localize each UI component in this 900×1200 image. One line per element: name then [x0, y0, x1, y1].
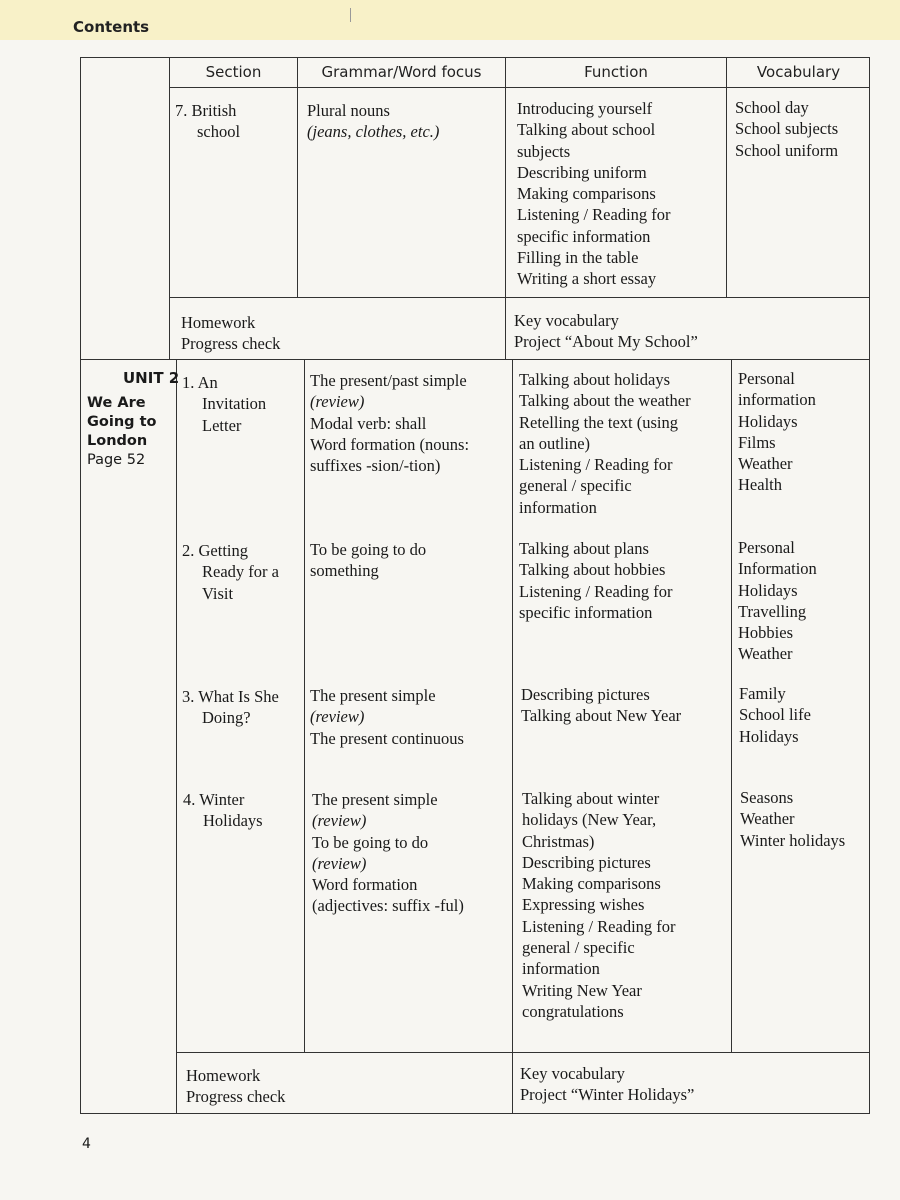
footer-line: Homework [181, 313, 256, 332]
grammar-line: The present simple [312, 790, 438, 809]
function-line: Talking about hobbies [519, 560, 666, 580]
unit1-col-line-3 [726, 87, 727, 297]
lesson-3-function [521, 684, 681, 727]
vocabulary-line: Travelling [738, 601, 807, 621]
function-line: Writing a short essay [517, 269, 657, 289]
function-line: specific information [519, 602, 653, 622]
vocabulary-line: Personal [738, 538, 795, 557]
function-line: Describing uniform [517, 162, 647, 182]
footer-line: Progress check [186, 1087, 286, 1107]
lesson-4-section [183, 789, 263, 832]
function-line: Making comparisons [517, 184, 656, 204]
footer-line: Key vocabulary [514, 311, 619, 330]
grammar-line: (review) [312, 853, 367, 873]
unit2-label-block [87, 368, 179, 470]
grammar-line: (jeans, clothes, etc.) [307, 122, 440, 142]
footer-line: Homework [186, 1066, 261, 1085]
page-number: 4 [82, 1136, 91, 1152]
unit-page-ref: Page 52 [87, 452, 146, 469]
grammar-line: Modal verb: shall [310, 413, 427, 433]
vocabulary-line: School subjects [735, 119, 839, 139]
lesson-3-section [182, 686, 279, 729]
function-line: Christmas) [522, 831, 595, 851]
grammar-line: (review) [312, 811, 367, 831]
section-line: Doing? [202, 708, 251, 728]
unit1-lesson-vocabulary [735, 97, 838, 161]
grammar-line: To be going to do [310, 540, 427, 559]
function-line: Describing pictures [521, 685, 650, 704]
grammar-line: (adjectives: suffix -ful) [312, 896, 464, 916]
section-line: 1. An [182, 373, 218, 392]
function-line: Introducing yourself [517, 99, 653, 118]
vocabulary-line: Holidays [738, 411, 798, 431]
unit-divider [80, 359, 870, 360]
grammar-line: To be going to do [312, 832, 429, 852]
lesson-4-function [522, 788, 676, 1022]
unit-title-line: Going to [87, 414, 157, 431]
vocabulary-line: Health [738, 475, 782, 495]
function-line: specific information [517, 226, 651, 246]
page-header-bar [0, 0, 900, 40]
grammar-line: something [310, 561, 379, 581]
function-line: Filling in the table [517, 248, 639, 268]
function-line: Talking about holidays [519, 370, 670, 389]
unit2-left-line [176, 359, 177, 1114]
function-line: Talking about the weather [519, 391, 691, 411]
lesson-3-grammar [310, 685, 464, 749]
header-divider [350, 8, 351, 22]
unit2-col-line-1 [304, 359, 305, 1052]
unit-number: UNIT 2 [123, 369, 180, 387]
grammar-line: The present continuous [310, 728, 464, 748]
unit-title-line: We Are [87, 395, 146, 412]
function-line: Listening / Reading for [519, 581, 673, 601]
vocabulary-line: Weather [740, 809, 795, 829]
footer-line: Key vocabulary [520, 1064, 625, 1083]
grammar-line: Word formation [312, 875, 418, 895]
function-line: Listening / Reading for [519, 455, 673, 475]
function-line: Talking about winter [522, 789, 660, 808]
lesson-1-function [519, 369, 691, 518]
section-line: Visit [202, 583, 234, 603]
function-line: general / specific [522, 938, 635, 958]
vocabulary-line: School life [739, 705, 811, 725]
vocabulary-line: School day [735, 98, 809, 117]
function-line: Talking about New Year [521, 706, 682, 726]
section-line: Holidays [203, 811, 263, 831]
lesson-4-grammar [312, 789, 464, 917]
lesson-2-grammar [310, 539, 426, 582]
vocabulary-line: Information [738, 559, 817, 579]
header-divider-line [169, 87, 870, 88]
function-line: holidays (New Year, [522, 810, 657, 830]
grammar-line: suffixes -sion/-tion) [310, 456, 441, 476]
unit1-col-line-2 [505, 87, 506, 359]
col-header-function: Function [505, 57, 726, 87]
vocabulary-line: Holidays [738, 580, 798, 600]
section-line: 2. Getting [182, 541, 248, 560]
unit2-footer-divider [176, 1052, 870, 1053]
lesson-2-function [519, 538, 673, 623]
unit2-col-line-2 [512, 359, 513, 1114]
function-line: congratulations [522, 1001, 624, 1021]
function-line: information [522, 959, 600, 979]
lesson-1-grammar [310, 370, 469, 476]
function-line: information [519, 497, 597, 517]
unit2-footer-right [520, 1063, 694, 1106]
unit-title-line: London [87, 433, 148, 450]
page-header-title: Contents [73, 18, 150, 36]
grammar-line: Word formation (nouns: [310, 434, 470, 454]
grammar-line: (review) [310, 707, 365, 727]
section-line: 4. Winter [183, 790, 245, 809]
function-line: Writing New Year [522, 980, 642, 1000]
function-line: subjects [517, 141, 571, 161]
function-line: Talking about school [517, 120, 656, 140]
unit1-footer-right [514, 310, 698, 353]
lesson-2-vocabulary [738, 537, 817, 665]
vocabulary-line: Weather [738, 644, 793, 664]
unit1-col-line-1 [297, 87, 298, 297]
function-line: general / specific [519, 476, 632, 496]
vocabulary-line: Winter holidays [740, 830, 846, 850]
vocabulary-line: information [738, 390, 816, 410]
vocabulary-line: Hobbies [738, 623, 793, 643]
section-line: Ready for a [202, 562, 279, 582]
vocabulary-line: Holidays [739, 726, 799, 746]
grammar-line: The present simple [310, 686, 436, 705]
unit1-footer-divider [169, 297, 870, 298]
function-line: Talking about plans [519, 539, 649, 558]
section-line: 7. British [175, 101, 237, 120]
function-line: Retelling the text (using [519, 412, 679, 432]
unit1-footer-left [181, 312, 280, 355]
col-header-grammar: Grammar/Word focus [297, 57, 505, 87]
function-line: Describing pictures [522, 852, 651, 872]
footer-line: Project “Winter Holidays” [520, 1085, 695, 1105]
lesson-1-vocabulary [738, 368, 816, 496]
vocabulary-line: Seasons [740, 788, 794, 807]
grammar-line: Plural nouns [307, 101, 390, 120]
function-line: an outline) [519, 433, 591, 453]
function-line: Listening / Reading for [522, 916, 676, 936]
unit1-lesson-grammar [307, 100, 439, 143]
footer-line: Project “About My School” [514, 332, 698, 352]
col-header-section: Section [169, 57, 297, 87]
lesson-3-vocabulary [739, 683, 811, 747]
unit2-footer-left [186, 1065, 285, 1108]
unit1-left-line [169, 57, 170, 359]
vocabulary-line: School uniform [735, 140, 839, 160]
section-line: 3. What Is She [182, 687, 279, 706]
vocabulary-line: Family [739, 684, 786, 703]
unit1-lesson-function [517, 98, 671, 290]
section-line: Invitation [202, 394, 267, 414]
lesson-4-vocabulary [740, 787, 845, 851]
unit2-col-line-3 [731, 359, 732, 1052]
lesson-2-section [182, 540, 279, 604]
vocabulary-line: Personal [738, 369, 795, 388]
section-line: Letter [202, 415, 242, 435]
grammar-line: (review) [310, 392, 365, 412]
lesson-1-section [182, 372, 266, 436]
grammar-line: The present/past simple [310, 371, 467, 390]
unit1-lesson-section [175, 100, 240, 143]
function-line: Making comparisons [522, 874, 661, 894]
footer-line: Progress check [181, 334, 281, 354]
vocabulary-line: Films [738, 432, 776, 452]
function-line: Listening / Reading for [517, 205, 671, 225]
function-line: Expressing wishes [522, 895, 645, 915]
vocabulary-line: Weather [738, 454, 793, 474]
section-line: school [197, 122, 241, 142]
col-header-vocabulary: Vocabulary [726, 57, 870, 87]
